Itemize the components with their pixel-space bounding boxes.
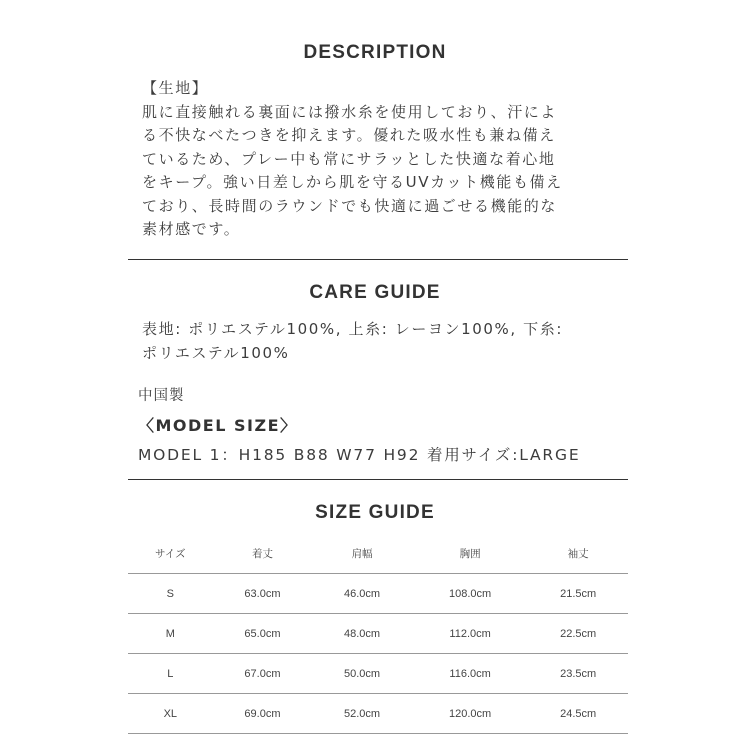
size-table (128, 533, 628, 734)
material-line: ポリエステル100% (142, 343, 290, 362)
description-line: 素材感です。 (142, 220, 241, 238)
description-line: る不快なべたつきを抑えます。優れた吸水性も兼ね備え (142, 126, 556, 144)
column-header-size: サイズ (128, 533, 213, 574)
care-guide-body (142, 318, 622, 365)
table-cell: 67.0cm (213, 654, 313, 694)
table-cell: M (128, 614, 213, 654)
country-of-origin: 中国製 (138, 388, 185, 404)
table-cell: 63.0cm (213, 574, 313, 614)
table-cell: 108.0cm (412, 574, 529, 614)
description-body (142, 77, 622, 242)
column-header-chest: 胸囲 (412, 533, 529, 574)
description-line: ているため、プレー中も常にサラッとした快適な着心地 (142, 149, 556, 168)
table-cell: 112.0cm (412, 614, 529, 654)
table-cell: 50.0cm (312, 654, 412, 694)
description-title: DESCRIPTION (303, 42, 447, 63)
table-cell: 23.5cm (528, 654, 628, 694)
table-cell: 24.5cm (528, 694, 628, 734)
description-line: 肌に直接触れる裏面には撥水糸を使用しており、汗によ (142, 102, 558, 121)
model-size-heading: 〈MODEL SIZE〉 (138, 416, 298, 435)
table-cell: 69.0cm (213, 694, 313, 734)
table-header-row (128, 533, 628, 574)
table-cell: 120.0cm (412, 694, 529, 734)
table-cell: S (128, 574, 213, 614)
care-guide-title: CARE GUIDE (309, 282, 441, 303)
model-size-info: MODEL 1：H185 B88 W77 H92 着用サイズ:LARGE (138, 446, 581, 464)
table-row (128, 654, 628, 694)
table-row (128, 614, 628, 654)
column-header-shoulder: 肩幅 (312, 533, 412, 574)
table-cell: 65.0cm (213, 614, 313, 654)
table-cell: 22.5cm (528, 614, 628, 654)
table-cell: L (128, 654, 213, 694)
table-row (128, 574, 628, 614)
column-header-sleeve: 袖丈 (528, 533, 628, 574)
table-cell: 52.0cm (312, 694, 412, 734)
description-line: をキープ。強い日差しから肌を守るUVカット機能も備え (142, 173, 563, 191)
section-divider (128, 259, 628, 260)
table-cell: XL (128, 694, 213, 734)
description-line: 【生地】 (142, 79, 209, 97)
table-row (128, 694, 628, 734)
section-divider (128, 479, 628, 480)
table-cell: 116.0cm (412, 654, 529, 694)
description-line: ており、長時間のラウンドでも快適に過ごせる機能的な (142, 196, 558, 215)
table-cell: 48.0cm (312, 614, 412, 654)
table-cell: 21.5cm (528, 574, 628, 614)
table-cell: 46.0cm (312, 574, 412, 614)
material-line: 表地: ポリエステル100%, 上糸: レーヨン100%, 下糸: (142, 320, 563, 338)
size-guide-title: SIZE GUIDE (315, 502, 435, 523)
column-header-length: 着丈 (213, 533, 313, 574)
